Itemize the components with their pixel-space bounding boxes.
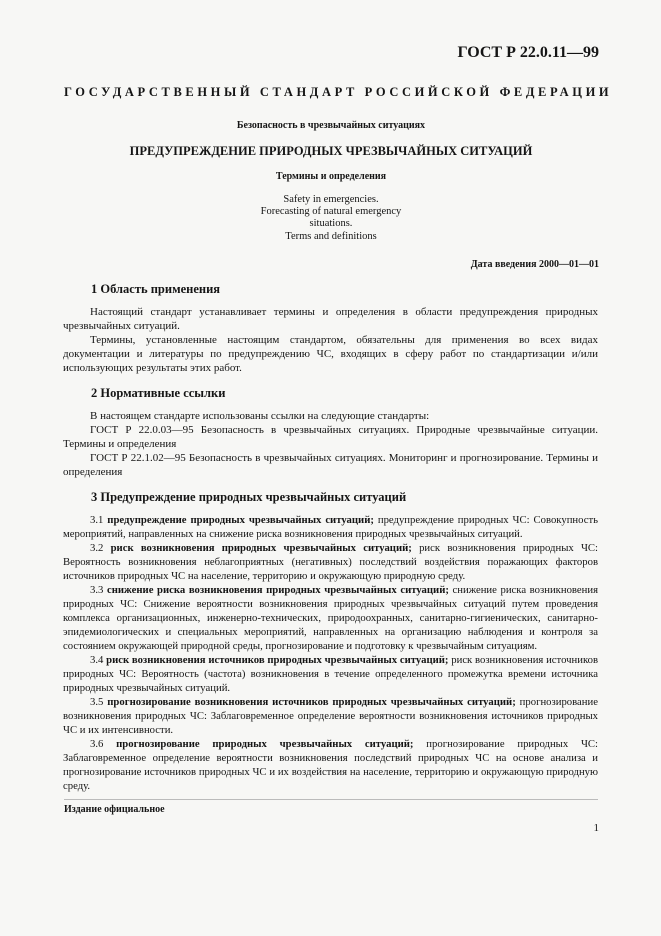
term-definition: предупреждение природных ЧС: Совокупность мероприятий, направленных на снижение риска возникновения природных чрезвычайных ситуаций. (63, 514, 599, 540)
official-edition-note: Издание официальное (64, 804, 165, 815)
section-heading: 2 Нормативные ссылки (91, 386, 226, 400)
paragraph: Настоящий стандарт устанавливает термины и определения в области предупреждения природных чрезвычайных ситуаций. (63, 306, 598, 333)
state-standard-header: ГОСУДАРСТВЕННЫЙ СТАНДАРТ РОССИЙСКОЙ ФЕДЕРАЦИИ (64, 85, 613, 99)
footer-divider (64, 799, 598, 800)
paragraph: ГОСТ Р 22.0.03—95 Безопасность в чрезвычайных ситуациях. Природные чрезвычайные ситуации. Термины и определения (63, 424, 598, 451)
term-entry (63, 653, 598, 695)
section-2 (63, 386, 598, 480)
term-entry (63, 583, 598, 653)
section-3 (63, 490, 598, 793)
term-name: предупреждение природных чрезвычайных ситуаций; (107, 514, 374, 526)
term-name: прогнозирование возникновения источников природных чрезвычайных ситуаций; (107, 696, 516, 708)
paragraph: ГОСТ Р 22.1.02—95 Безопасность в чрезвычайных ситуациях. Мониторинг и прогнозирование. Термины и определения (63, 452, 598, 479)
term-number: 3.5 (90, 696, 104, 708)
english-title-line: Safety in emergencies. (283, 194, 379, 205)
term-name: риск возникновения источников природных чрезвычайных ситуаций; (106, 654, 449, 666)
section-1 (63, 282, 598, 376)
term-name: риск возникновения природных чрезвычайных ситуаций; (110, 542, 412, 554)
term-entry (63, 695, 598, 737)
standard-group: Безопасность в чрезвычайных ситуациях (236, 120, 426, 131)
term-entry (63, 513, 598, 541)
term-entry (63, 737, 598, 793)
english-title-line: Terms and definitions (285, 230, 377, 242)
document-subtitle: Термины и определения (275, 171, 387, 182)
paragraph: Термины, установленные настоящим стандартом, обязательны для применения во всех видах документации и литературы по предупреждению ЧС, входящих в сферу работ по стандартизации и/или использующих результаты этих работ. (63, 334, 598, 375)
introduction-date: Дата введения 2000—01—01 (470, 259, 599, 270)
english-title (64, 194, 598, 243)
paragraph: В настоящем стандарте использованы ссылки на следующие стандарты: (90, 410, 430, 423)
document-code: ГОСТ Р 22.0.11—99 (457, 44, 599, 61)
term-entry (63, 541, 598, 583)
term-number: 3.6 (90, 738, 104, 750)
term-definition: прогнозирование возникновения природных ЧС: Заблаговременное определение вероятности возникновения источников природных ЧС и их интенсивности. (63, 696, 598, 736)
page-number: 1 (593, 822, 599, 834)
document-title: ПРЕДУПРЕЖДЕНИЕ ПРИРОДНЫХ ЧРЕЗВЫЧАЙНЫХ СИТУАЦИЙ (129, 144, 533, 158)
term-number: 3.1 (90, 514, 104, 526)
term-name: прогнозирование природных чрезвычайных ситуаций; (116, 738, 414, 750)
section-heading: 1 Область применения (91, 282, 221, 296)
section-heading: 3 Предупреждение природных чрезвычайных ситуаций (91, 490, 407, 504)
term-definition: риск возникновения источников природных ЧС: Вероятность (частота) возникновения в течение определенного промежутка времени источника природных чрезвычайных ситуаций. (63, 654, 599, 694)
english-title-line: Forecasting of natural emergency (260, 206, 402, 218)
term-number: 3.3 (90, 584, 104, 596)
term-number: 3.2 (90, 542, 104, 554)
english-title-line: situations. (309, 218, 353, 230)
term-definition: прогнозирование природных ЧС: Заблаговременное определение вероятности возникновения последствий природных ЧС на основе анализа и прогнозирование источников природных ЧС и их воздействия на население, территорию и окружающую природную среду. (63, 738, 599, 792)
term-definition: риск возникновения природных ЧС: Вероятность возникновения неблагоприятных (негативных) последствий воздействия поражающих факторов источников природных ЧС на население, территорию и окружающую природную среду. (63, 542, 599, 582)
term-definition: снижение риска возникновения природных ЧС: Снижение вероятности возникновения природных чрезвычайных ситуаций путем проведения комплекса организационных, инженерно-технических, природоохранных, санитарно-гигиенических, санитарно-эпидемиологических и специальных мероприятий, направленных на организацию наблюдения и контроля за состоянием окружающей природной среды, прогнозирование и подготовку к чрезвычайным ситуациям. (63, 584, 598, 652)
term-number: 3.4 (90, 654, 104, 666)
term-name: снижение риска возникновения природных чрезвычайных ситуаций; (106, 584, 449, 596)
